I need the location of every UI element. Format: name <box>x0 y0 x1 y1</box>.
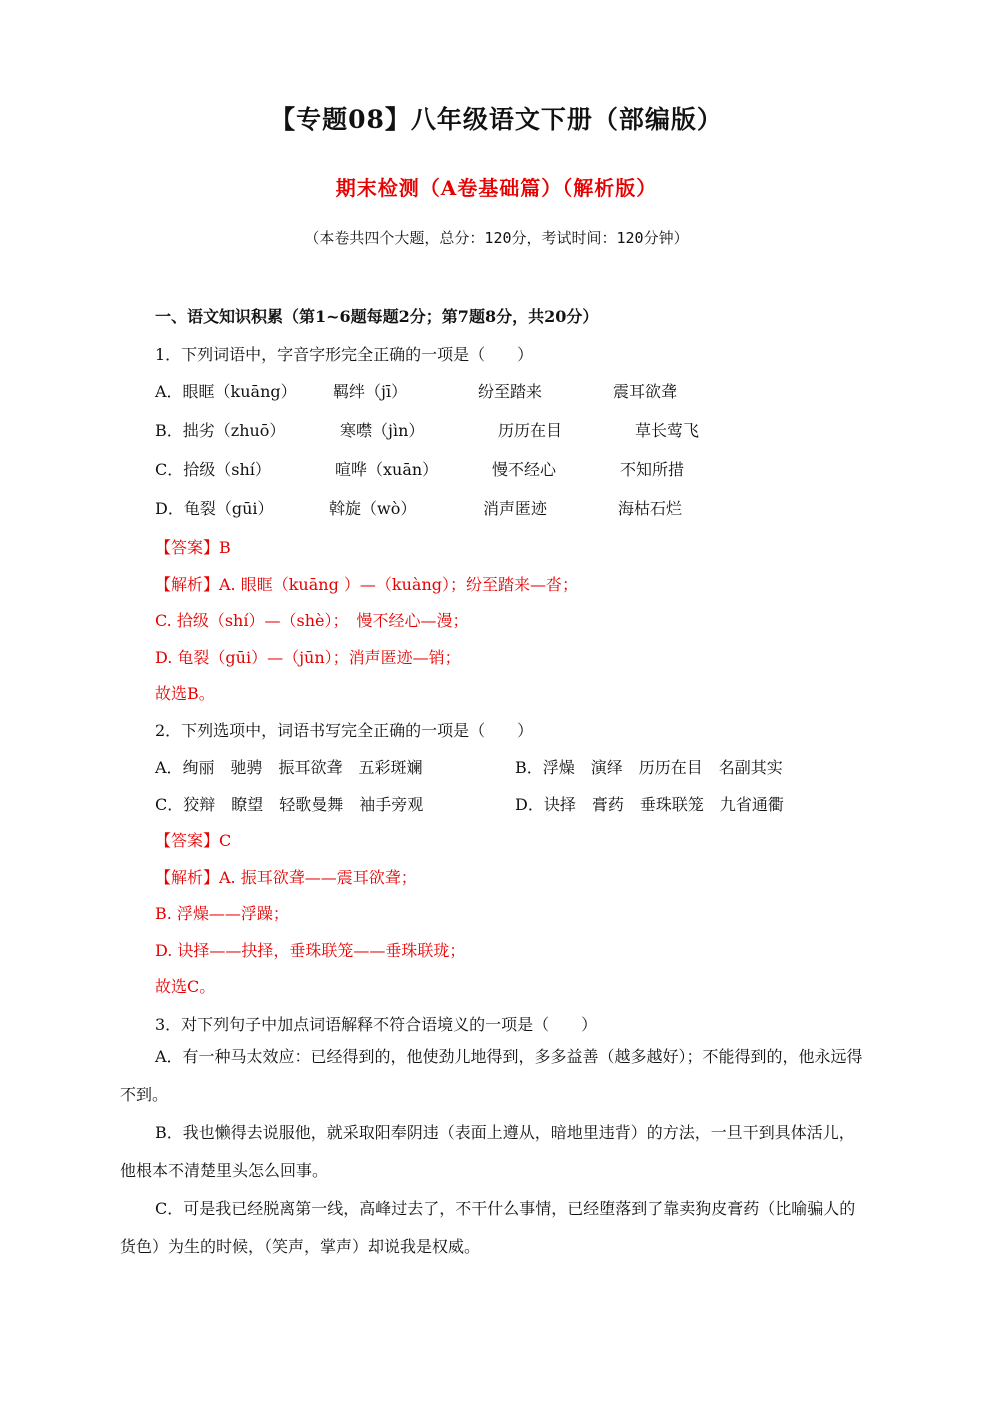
section-heading: 一、语文知识积累（第1~6题每题2分；第7题8分，共20分） <box>155 307 599 326</box>
question-1-conclusion: 故选B。 <box>155 684 215 703</box>
option-word: 斡旋（wò） <box>329 499 417 518</box>
question-3-option-a: A．有一种马太效应：已经得到的，他使劲儿地得到，多多益善（越多越好）；不能得到的，他永远得不到。 <box>120 1047 863 1104</box>
option-word: 纷至踏来 <box>478 382 543 401</box>
option-word: A．眼眶（kuāng） <box>155 382 297 401</box>
option-word: 羁绊（jī） <box>333 382 408 401</box>
question-1-analysis-line: C. 拾级（shí）—（shè）； 慢不经心—漫； <box>155 611 469 630</box>
question-2-conclusion: 故选C。 <box>155 977 216 996</box>
question-1-option-a <box>155 379 677 402</box>
question-1-option-b <box>155 418 699 441</box>
question-3-stem: 3．对下列句子中加点词语解释不符合语境义的一项是（ ） <box>155 1015 598 1034</box>
question-2-stem: 2．下列选项中，词语书写完全正确的一项是（ ） <box>155 721 534 740</box>
option-word: 草长莺飞 <box>635 421 700 440</box>
question-2-analysis-line: D. 诀择——抉择，垂珠联笼——垂珠联珑； <box>155 941 466 960</box>
option-word: 喧哗（xuān） <box>335 460 439 479</box>
question-2-option-b: B．浮燥 演绎 历历在目 名副其实 <box>515 758 783 777</box>
question-1-analysis-line: 【解析】A. 眼眶（kuāng ）—（kuàng）；纷至踏来—沓； <box>155 575 578 594</box>
page-title: 【专题08】八年级语文下册（部编版） <box>270 105 723 134</box>
option-word: 历历在目 <box>498 421 563 440</box>
question-2-answer: 【答案】C <box>155 831 232 850</box>
question-2-analysis-line: B. 浮燥——浮躁； <box>155 904 289 923</box>
option-word: B．拙劣（zhuō） <box>155 421 286 440</box>
question-1-analysis-line: D. 龟裂（gūi）—（jūn）；消声匿迹—销； <box>155 648 461 667</box>
question-2-option-d: D．诀择 膏药 垂珠联笼 九省通衢 <box>515 795 784 814</box>
question-1-option-d <box>155 496 682 519</box>
question-2-option-a: A．绚丽 驰骋 振耳欲聋 五彩斑斓 <box>155 758 423 777</box>
page-subtitle: 期末检测（A卷基础篇）（解析版） <box>335 176 658 200</box>
question-2-option-c: C．狡辩 瞭望 轻歌曼舞 袖手旁观 <box>155 795 424 814</box>
option-word: 消声匿迹 <box>483 499 548 518</box>
option-word: C．拾级（shí） <box>155 460 271 479</box>
option-word: 寒噤（jìn） <box>340 421 425 440</box>
question-2-analysis-line: 【解析】A. 振耳欲聋——震耳欲聋； <box>155 868 417 887</box>
question-1-option-c <box>155 457 684 480</box>
option-word: 慢不经心 <box>492 460 557 479</box>
option-word: 不知所措 <box>620 460 685 479</box>
option-word: 海枯石烂 <box>618 499 683 518</box>
question-3-option-c: C．可是我已经脱离第一线，高峰过去了，不干什么事情，已经堕落到了靠卖狗皮膏药（比喻骗人的货色）为生的时候，（笑声，掌声）却说我是权威。 <box>120 1199 856 1256</box>
question-3-option-b: B．我也懒得去说服他，就采取阳奉阴违（表面上遵从，暗地里违背）的方法，一旦干到具体活儿，他根本不清楚里头怎么回事。 <box>120 1123 855 1180</box>
option-word: D．龟裂（gūi） <box>155 499 274 518</box>
option-word: 震耳欲聋 <box>613 382 678 401</box>
exam-note: （本卷共四个大题，总分：120分，考试时间：120分钟） <box>304 229 689 247</box>
question-1-stem: 1．下列词语中，字音字形完全正确的一项是（ ） <box>155 345 534 364</box>
question-1-answer: 【答案】B <box>155 538 231 557</box>
